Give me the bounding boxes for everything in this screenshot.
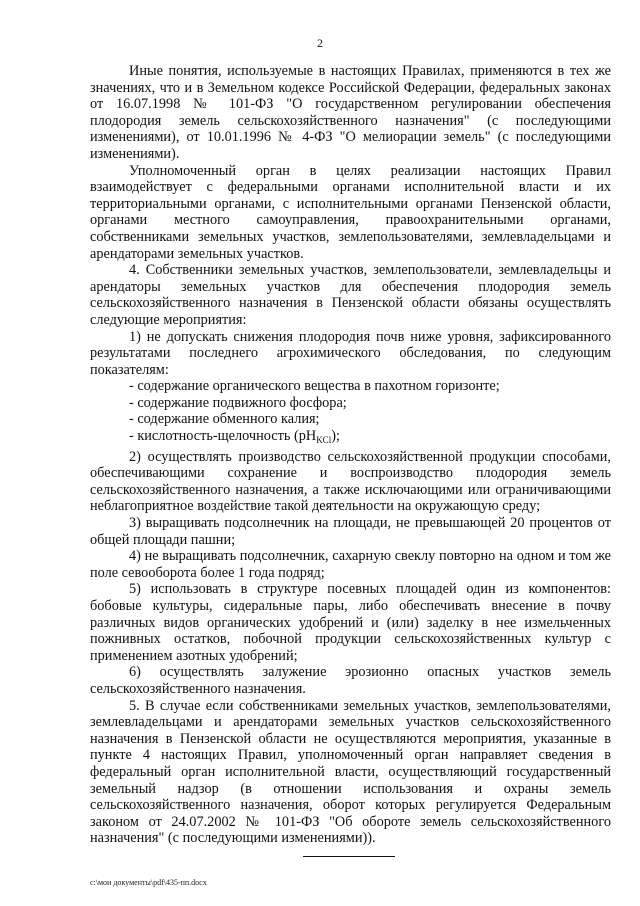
acidity-text: - кислотность-щелочность (pH	[129, 428, 317, 445]
paragraph-item-4-2: 2) осуществлять производство сельскохозяйственной продукции способами, обеспечивающими сохранение и воспроизводство плодородия земель сельскохозяйственного назначения, а также исключающими или ограничивающими неблагоприятное воздействие такой деятельности на окружающую среду;	[90, 448, 611, 515]
indicator-organic-matter: - содержание органического вещества в пахотном горизонте;	[129, 378, 500, 395]
footer-file-path: c:\мои документы\pdf\435-пп.docx	[90, 878, 207, 887]
paragraph-item-4-6: 6) осуществлять залужение эрозионно опасных участков земель сельскохозяйственного назначения.	[90, 664, 611, 697]
paragraph-authorized-body: Уполномоченный орган в целях реализации настоящих Правил взаимодействует с федеральными органами исполнительной власти и их территориальными органами, с исполнительными органами Пензенской области, органами местного самоуправления, правоохранительными органами, собственниками земельных участков, землепользователями, землевладельцами и арендаторами земельных участков.	[90, 162, 611, 262]
page-number: 2	[317, 36, 323, 50]
paragraph-item-4-1: 1) не допускать снижения плодородия почв ниже уровня, зафиксированного результатами последнего агрохимического обследования, по следующим показателям:	[90, 328, 611, 378]
paragraph-item-4-3: 3) выращивать подсолнечник на площади, не превышающей 20 процентов от общей площади пашни;	[90, 515, 611, 548]
paragraph-item-5: 5. В случае если собственниками земельных участков, землепользователями, землевладельцами и арендаторами земельных участков сельскохозяйственного назначения в Пензенской области не осуществляются мероприятия, указанные в пункте 4 настоящих Правил, уполномоченный орган направляет сведения в федеральный орган исполнительной власти, осуществляющий государственный земельный надзор (в отношении использования и охраны земель сельскохозяйственного назначения, оборот которых регулируется Федеральным законом от 24.07.2002 № 101-ФЗ "Об обороте земель сельскохозяйственного назначения" (с последующими изменениями)).	[90, 697, 611, 847]
paragraph-item-4-4: 4) не выращивать подсолнечник, сахарную свеклу повторно на одном и том же поле севооборота более 1 года подряд;	[90, 548, 611, 581]
paragraph-terms: Иные понятия, используемые в настоящих Правилах, применяются в тех же значениях, что и в Земельном кодексе Российской Федерации, федеральных законах от 16.07.1998 № 101-ФЗ "О государственном регулировании обеспечения плодородия земель сельскохозяйственного назначения" (с последующими изменениями), от 10.01.1996 № 4-ФЗ "О мелиорации земель" (с последующими изменениями).	[90, 63, 611, 162]
indicator-phosphorus: - содержание подвижного фосфора;	[129, 394, 347, 411]
acidity-subscript: KCl	[316, 435, 332, 446]
paragraph-item-4-5: 5) использовать в структуре посевных площадей один из компонентов: бобовые культуры, сидеральные пары, либо обеспечивать внесение в почву различных видов органических удобрений и (или) заделку в нее измельченных пожнивных остатков, побочной продукции сельскохозяйственных культур с применением азотных удобрений;	[90, 581, 611, 664]
paragraph-item-4: 4. Собственники земельных участков, землепользователи, землевладельцы и арендаторы земельных участков для обеспечения плодородия земель сельскохозяйственного назначения в Пензенской области обязаны осуществлять следующие мероприятия:	[90, 262, 611, 328]
indicator-potassium: - содержание обменного калия;	[129, 411, 320, 428]
end-divider	[303, 856, 395, 857]
acidity-suffix: );	[331, 428, 340, 445]
document-body	[90, 63, 611, 847]
indicator-acidity	[90, 428, 611, 449]
